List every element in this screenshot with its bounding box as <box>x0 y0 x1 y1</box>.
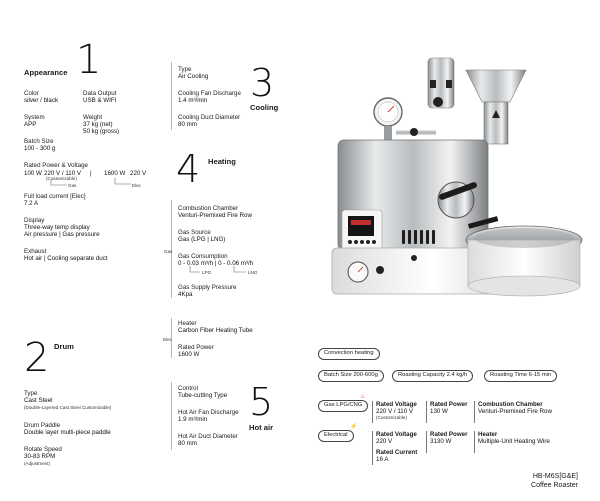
drum-speed-note: (Adjustment) <box>24 461 51 466</box>
gas-sep-1 <box>372 401 373 423</box>
lightning-icon: ⚡ <box>350 424 358 430</box>
drum-type-value: Cast Steel <box>24 397 53 404</box>
rated-gas-tag: Gas <box>68 183 77 188</box>
elec-pointer-line <box>114 177 134 187</box>
drum-speed-label: Rotate Speed <box>24 446 62 453</box>
heater-label: Heater <box>178 320 197 327</box>
electrical-pill: Electrical <box>318 430 354 442</box>
appearance-number: 1 <box>76 37 102 83</box>
hot-air-divider <box>171 382 172 450</box>
hot-air-control-label: Control <box>178 385 198 392</box>
heating-rated-label: Rated Power <box>178 344 214 351</box>
heating-elec-tag: Elec <box>163 337 172 342</box>
data-output-value: USB & WIFI <box>83 97 117 104</box>
cooling-number: 3 <box>250 61 275 105</box>
drum-type-label: Type <box>24 390 38 397</box>
gas-pointer-line <box>50 179 70 187</box>
convection-pill: Convection heating <box>318 348 380 360</box>
lng-tag: LNG <box>248 270 258 275</box>
elec-sep-2 <box>426 431 427 453</box>
chamber-value: Venturi-Premixed Fire Row <box>178 212 252 219</box>
gas-power-label: Rated Power <box>430 401 468 408</box>
weight-label: Weight <box>83 114 103 121</box>
batch-value: 100 - 300 g <box>24 145 56 152</box>
data-output-label: Data Output <box>83 90 117 97</box>
rated-gas-custom: (Customizable) <box>46 176 77 181</box>
gas-supply-value: 4Kpa <box>178 291 193 298</box>
drum-type-note: (Double-Layered Cast Steel Customizable) <box>24 405 112 410</box>
hot-air-fan-value: 1.9 m³/min <box>178 416 208 423</box>
elec-sep-3 <box>474 431 475 453</box>
rated-elec-tag: Elec <box>132 183 141 188</box>
gas-sep-2 <box>426 401 427 423</box>
elec-heater-label: Heater <box>478 431 498 438</box>
cooling-type-value: Air Cooling <box>178 73 209 80</box>
model-footer <box>531 472 578 490</box>
elec-power-label: Rated Power <box>430 431 468 438</box>
gas-consumption-value: 0 - 0.03 m³/h | 0 - 0.06 m³/h <box>178 260 254 267</box>
model-name: Coffee Roaster <box>531 482 578 490</box>
color-label: Color <box>24 90 39 97</box>
gas-voltage-value: 220 V / 110 V <box>376 408 414 415</box>
drum-title: Drum <box>54 342 74 351</box>
rated-label: Rated Power & Voltage <box>24 162 88 169</box>
cooling-duct-value: 80 mm <box>178 121 197 128</box>
drum-speed-value: 30-83 RPM <box>24 453 56 460</box>
heating-gas-tag: Gas <box>164 249 173 254</box>
coffee-roaster-illustration <box>318 40 588 310</box>
gas-sep-3 <box>474 401 475 423</box>
cooling-duct-label: Cooling Duct Diameter <box>178 114 241 121</box>
elec-current-value: 16 A <box>376 456 389 463</box>
hot-air-fan-label: Hot Air Fan Discharge <box>178 409 239 416</box>
system-label: System <box>24 114 45 121</box>
exhaust-label: Exhaust <box>24 248 47 255</box>
display-value-2: Air pressure | Gas pressure <box>24 231 100 238</box>
gas-consumption-label: Gas Consumption <box>178 253 228 260</box>
lpg-tag: LPG <box>202 270 212 275</box>
appearance-title: Appearance <box>24 68 68 77</box>
heating-rated-value: 1600 W <box>178 351 200 358</box>
heater-value: Carbon Fiber Heating Tube <box>178 327 253 334</box>
flame-icon: ♨ <box>360 394 366 400</box>
gas-voltage-note: (Customizable) <box>376 415 407 420</box>
rated-elec-voltage: 220 V <box>130 170 147 177</box>
capacity-pill: Roasting Capacity 2.4 kg/h <box>392 370 473 382</box>
rated-elec-power: 1600 W <box>104 170 126 177</box>
gas-chamber-label: Combustion Chamber <box>478 401 543 408</box>
cooling-fan-value: 1.4 m³/min <box>178 97 208 104</box>
drum-paddle-label: Drum Paddle <box>24 422 61 429</box>
exhaust-value: Hot air | Cooling separate duct <box>24 255 108 262</box>
rated-gas-voltage: 220 V / 110 V <box>44 170 82 177</box>
elec-power-value: 3130 W <box>430 438 452 445</box>
heating-number: 4 <box>176 147 201 191</box>
rated-separator: | <box>90 170 92 177</box>
cooling-divider <box>171 62 172 130</box>
elec-heater-value: Multiple-Unit Heating Wire <box>478 438 550 445</box>
rated-gas-power: 100 W <box>24 170 42 177</box>
chamber-label: Combustion Chamber <box>178 205 239 212</box>
display-value-1: Three-way temp display <box>24 224 90 231</box>
elec-voltage-label: Rated Voltage <box>376 431 417 438</box>
weight-gross: 50 kg (gross) <box>83 128 120 135</box>
hot-air-duct-value: 80 mm <box>178 440 197 447</box>
display-label: Display <box>24 217 45 224</box>
gas-source-value: Gas (LPG | LNG) <box>178 236 226 243</box>
batch-pill: Batch Size 200-600g <box>318 370 384 382</box>
batch-label: Batch Size <box>24 138 54 145</box>
full-load-label: Full load current [Elec] <box>24 193 86 200</box>
cooling-fan-label: Cooling Fan Discharge <box>178 90 241 97</box>
gas-pill: Gas LPG/CNG <box>318 400 368 412</box>
gas-voltage-label: Rated Voltage <box>376 401 417 408</box>
heating-title: Heating <box>208 157 236 166</box>
cooling-type-label: Type <box>178 66 192 73</box>
gas-chamber-value: Venturi-Premixed Fire Row <box>478 408 552 415</box>
hot-air-duct-label: Hot Air Duct Diameter <box>178 433 238 440</box>
hot-air-control-value: Tube-cutting Type <box>178 392 228 399</box>
cooling-title: Cooling <box>250 103 279 112</box>
drum-paddle-value: Double layer multi-piece paddle <box>24 429 111 436</box>
system-value: APP <box>24 121 37 128</box>
time-pill: Roasting Time 6-15 min <box>484 370 557 382</box>
hot-air-title: Hot air <box>249 423 274 432</box>
hot-air-number: 5 <box>249 380 274 424</box>
elec-current-label: Rated Current <box>376 449 418 456</box>
color-value: silver / black <box>24 97 59 104</box>
full-load-value: 7.2 A <box>24 200 39 207</box>
gas-source-label: Gas Source <box>178 229 211 236</box>
drum-number: 2 <box>24 335 50 381</box>
elec-sep-1 <box>372 431 373 465</box>
weight-net: 37 kg (net) <box>83 121 113 128</box>
elec-voltage-value: 220 V <box>376 438 393 445</box>
model-code: HB-M6S[G&E] <box>532 473 578 480</box>
gas-power-value: 130 W <box>430 408 448 415</box>
gas-supply-label: Gas Supply Pressure <box>178 284 237 291</box>
